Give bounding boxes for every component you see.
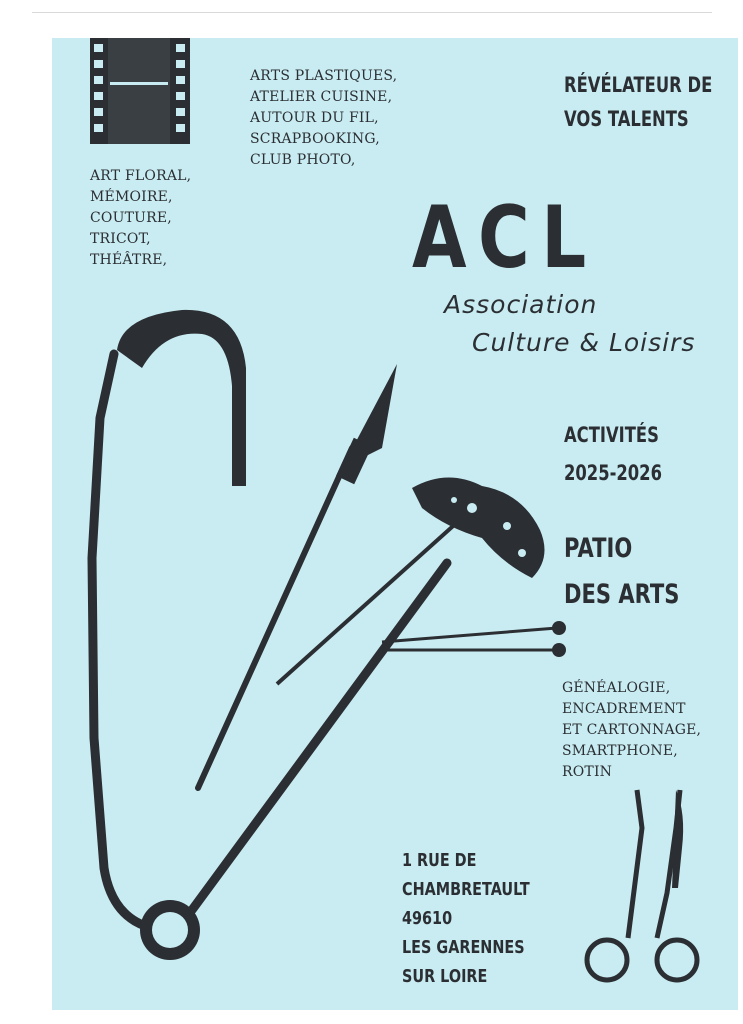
venue-heading xyxy=(564,526,679,618)
address-line: 49610 xyxy=(402,908,453,929)
season-line: 2025-2026 xyxy=(564,461,662,485)
activity-item: SMARTPHONE, xyxy=(562,743,678,759)
scissors-icon xyxy=(587,790,697,980)
address-block xyxy=(402,846,530,991)
activities-list-left xyxy=(90,166,191,271)
address-line: SUR LOIRE xyxy=(402,966,488,987)
activities-list-right xyxy=(562,678,701,783)
activity-item: SCRAPBOOKING, xyxy=(250,131,380,147)
activity-item: TRICOT, xyxy=(90,231,151,247)
knitting-needles-icon xyxy=(382,621,566,657)
activity-item: ART FLORAL, xyxy=(90,168,192,184)
association-name-line1: Association xyxy=(444,290,598,319)
address-line: 1 RUE DE xyxy=(402,850,477,871)
association-name-line2: Culture & Loisirs xyxy=(472,328,696,357)
activity-item: COUTURE, xyxy=(90,210,172,226)
activity-item: THÉÂTRE, xyxy=(90,252,168,268)
paintbrush-icon xyxy=(198,364,397,788)
activity-item: ATELIER CUISINE, xyxy=(250,89,393,105)
activity-item: MÉMOIRE, xyxy=(90,189,173,205)
activity-item: AUTOUR DU FIL, xyxy=(250,110,379,126)
tagline-line: RÉVÉLATEUR DE xyxy=(564,73,713,97)
flower-sprig-icon xyxy=(277,477,545,684)
tagline-line: VOS TALENTS xyxy=(564,107,689,131)
activities-list-top xyxy=(250,66,397,171)
activity-item: ROTIN xyxy=(562,764,613,780)
scan-edge xyxy=(32,12,712,13)
address-line: CHAMBRETAULT xyxy=(402,879,530,900)
address-line: LES GARENNES xyxy=(402,937,525,958)
activity-item: ARTS PLASTIQUES, xyxy=(250,68,398,84)
flyer-sheet xyxy=(52,38,738,1010)
activity-item: CLUB PHOTO, xyxy=(250,152,356,168)
activity-item: GÉNÉALOGIE, xyxy=(562,680,671,696)
venue-line: DES ARTS xyxy=(564,579,680,610)
season-heading xyxy=(564,416,662,492)
tagline xyxy=(564,68,712,136)
activity-item: ET CARTONNAGE, xyxy=(562,722,702,738)
activity-item: ENCADREMENT xyxy=(562,701,686,717)
film-strip-icon xyxy=(90,38,190,144)
acl-logo: ACL xyxy=(412,188,598,288)
venue-line: PATIO xyxy=(564,533,633,564)
season-line: ACTIVITÉS xyxy=(564,423,659,447)
